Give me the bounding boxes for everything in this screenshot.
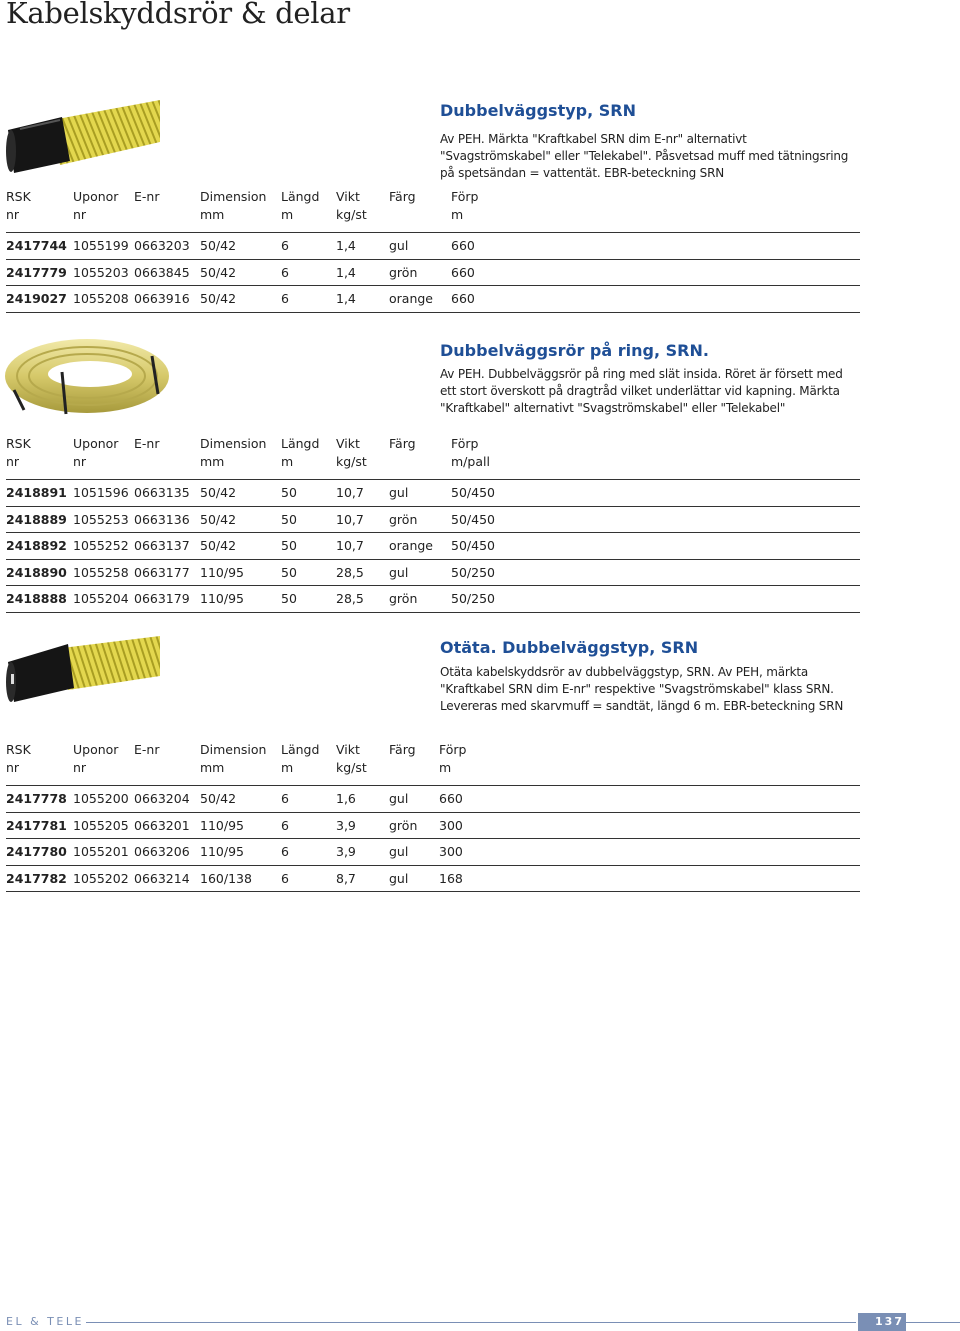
column-unit: mm <box>200 759 225 775</box>
table-cell: 50 <box>281 480 336 507</box>
table-cell: 50/450 <box>451 506 860 533</box>
section-title: Otäta. Dubbelväggstyp, SRN <box>440 638 699 657</box>
table-cell: 660 <box>439 786 860 813</box>
table-row <box>6 533 860 560</box>
column-header: E-nr <box>134 436 160 451</box>
table-cell: 50/42 <box>200 233 281 260</box>
rsk-cell: 2418890 <box>6 559 73 586</box>
column-unit: mm <box>200 453 225 469</box>
table-cell: 1055202 <box>73 865 134 892</box>
column-unit <box>389 759 439 786</box>
table-cell: 1,6 <box>336 786 389 813</box>
rsk-cell: 2417778 <box>6 786 73 813</box>
column-header: Vikt <box>336 189 360 204</box>
table-cell: gul <box>389 233 451 260</box>
section-description: Av PEH. Märkta "Kraftkabel SRN dim E-nr" alternativt "Svagströmskabel" eller "Telekabel". Påsvetsad muff med tätningsring på spetsändan = vattentät. EBR-beteckning SRN <box>440 132 849 180</box>
table-cell: 10,7 <box>336 506 389 533</box>
section-description: Otäta kabelskyddsrör av dubbelväggstyp, SRN. Av PEH, märkta "Kraftkabel SRN dim E-nr" respektive "Svagströmskabel" klass SRN. Levereras med skarvmuff = sandtät, längd 6 m. EBR-beteckning SRN <box>440 665 844 713</box>
table-cell: 1055199 <box>73 233 134 260</box>
column-header: RSK <box>6 742 31 757</box>
table-header-row <box>6 188 860 206</box>
table-cell: 168 <box>439 865 860 892</box>
table-cell: 50/42 <box>200 480 281 507</box>
column-unit <box>134 206 200 233</box>
footer-rule <box>86 1322 856 1323</box>
table-header-row <box>6 435 860 453</box>
column-header: Längd <box>281 189 320 204</box>
column-unit: nr <box>6 759 20 775</box>
table-cell: 0663201 <box>134 812 200 839</box>
column-unit: m <box>439 759 452 775</box>
table-cell: 1051596 <box>73 480 134 507</box>
table-cell: 1055201 <box>73 839 134 866</box>
table-unit-row <box>6 759 860 786</box>
table-cell: 28,5 <box>336 559 389 586</box>
column-header: Dimension <box>200 742 267 757</box>
table-cell: 660 <box>451 259 860 286</box>
table-cell: 1,4 <box>336 233 389 260</box>
column-header: Förp <box>451 436 479 451</box>
column-unit: kg/st <box>336 759 367 775</box>
table-cell: 1055200 <box>73 786 134 813</box>
column-header: Dimension <box>200 189 267 204</box>
column-header: RSK <box>6 189 31 204</box>
table-cell: 1055204 <box>73 586 134 613</box>
table-cell: 6 <box>281 865 336 892</box>
table-row <box>6 259 860 286</box>
table-row <box>6 839 860 866</box>
table-cell: 0663916 <box>134 286 200 313</box>
table-cell: 110/95 <box>200 559 281 586</box>
table-cell: 1055258 <box>73 559 134 586</box>
product-table <box>6 435 860 613</box>
column-header: Färg <box>389 742 416 757</box>
table-header-row <box>6 741 860 759</box>
column-header: E-nr <box>134 189 160 204</box>
table-cell: 1055205 <box>73 812 134 839</box>
table-cell: grön <box>389 812 439 839</box>
table-row <box>6 233 860 260</box>
column-unit: m/pall <box>451 453 490 469</box>
rsk-cell: 2417781 <box>6 812 73 839</box>
column-header: Förp <box>439 742 467 757</box>
column-header: Färg <box>389 189 416 204</box>
table-cell: 0663137 <box>134 533 200 560</box>
page-number: 137 <box>858 1313 906 1331</box>
table-cell: 300 <box>439 812 860 839</box>
column-unit: kg/st <box>336 206 367 222</box>
table-cell: gul <box>389 559 451 586</box>
table-cell: 660 <box>451 286 860 313</box>
column-header: Längd <box>281 436 320 451</box>
table-cell: 50 <box>281 559 336 586</box>
table-row <box>6 506 860 533</box>
table-cell: 0663204 <box>134 786 200 813</box>
table-cell: 6 <box>281 259 336 286</box>
column-unit: nr <box>73 206 87 222</box>
table-cell: 3,9 <box>336 839 389 866</box>
table-unit-row <box>6 206 860 233</box>
table-cell: 50/42 <box>200 259 281 286</box>
footer-section-label: EL & TELE <box>6 1315 84 1328</box>
table-cell: grön <box>389 259 451 286</box>
column-header: Uponor <box>73 742 119 757</box>
coiled-pipe-image <box>2 332 172 417</box>
table-cell: 50 <box>281 506 336 533</box>
column-header: Dimension <box>200 436 267 451</box>
table-unit-row <box>6 453 860 480</box>
table-cell: 1055208 <box>73 286 134 313</box>
table-row <box>6 812 860 839</box>
table-cell: 6 <box>281 839 336 866</box>
table-cell: 0663177 <box>134 559 200 586</box>
rsk-cell: 2418889 <box>6 506 73 533</box>
table-cell: 50 <box>281 586 336 613</box>
column-unit: nr <box>73 759 87 775</box>
table-cell: 50/42 <box>200 506 281 533</box>
column-unit: nr <box>6 453 20 469</box>
table-row <box>6 480 860 507</box>
table-cell: 0663136 <box>134 506 200 533</box>
table-cell: 50/250 <box>451 559 860 586</box>
table-cell: 0663203 <box>134 233 200 260</box>
table-cell: 6 <box>281 233 336 260</box>
column-unit: kg/st <box>336 453 367 469</box>
table-cell: gul <box>389 480 451 507</box>
table-cell: 6 <box>281 286 336 313</box>
table-cell: 0663135 <box>134 480 200 507</box>
column-header: Förp <box>451 189 479 204</box>
table-cell: 6 <box>281 786 336 813</box>
section-title: Dubbelväggstyp, SRN <box>440 101 636 120</box>
table-cell: 0663206 <box>134 839 200 866</box>
column-header: E-nr <box>134 742 160 757</box>
column-header: Färg <box>389 436 416 451</box>
table-cell: 10,7 <box>336 533 389 560</box>
open-pipe-with-sleeve-image <box>2 630 162 705</box>
column-unit <box>389 206 451 233</box>
column-unit <box>134 759 200 786</box>
table-cell: grön <box>389 506 451 533</box>
table-cell: 660 <box>451 233 860 260</box>
table-cell: 1,4 <box>336 286 389 313</box>
rsk-cell: 2418892 <box>6 533 73 560</box>
table-row <box>6 559 860 586</box>
column-unit: m <box>281 206 294 222</box>
pipe-with-sleeve-image <box>0 95 165 180</box>
table-cell: 1,4 <box>336 259 389 286</box>
column-header: Vikt <box>336 742 360 757</box>
table-row <box>6 865 860 892</box>
table-row <box>6 586 860 613</box>
rsk-cell: 2417780 <box>6 839 73 866</box>
column-unit: nr <box>6 206 20 222</box>
table-cell: 0663179 <box>134 586 200 613</box>
table-cell: 50/250 <box>451 586 860 613</box>
table-cell: 110/95 <box>200 586 281 613</box>
column-unit <box>134 453 200 480</box>
column-header: Längd <box>281 742 320 757</box>
table-row <box>6 786 860 813</box>
table-cell: 1055252 <box>73 533 134 560</box>
table-row <box>6 286 860 313</box>
table-cell: 6 <box>281 812 336 839</box>
rsk-cell: 2417744 <box>6 233 73 260</box>
section-title: Dubbelväggsrör på ring, SRN. <box>440 341 709 360</box>
page-title: Kabelskyddsrör & delar <box>6 0 350 30</box>
column-header: Uponor <box>73 436 119 451</box>
table-cell: 1055253 <box>73 506 134 533</box>
column-header: Uponor <box>73 189 119 204</box>
table-cell: 8,7 <box>336 865 389 892</box>
table-cell: 0663845 <box>134 259 200 286</box>
table-cell: orange <box>389 286 451 313</box>
table-cell: 110/95 <box>200 839 281 866</box>
table-cell: 50 <box>281 533 336 560</box>
column-unit: m <box>281 759 294 775</box>
table-cell: 50/42 <box>200 286 281 313</box>
table-cell: 28,5 <box>336 586 389 613</box>
section-description: Av PEH. Dubbelväggsrör på ring med slät insida. Röret är försett med ett stort överskott på dragtråd vilket underlättar vid kapning. Märkta "Kraftkabel" alternativt "Svagströmskabel" eller "Telekabel" <box>440 367 843 415</box>
table-cell: 1055203 <box>73 259 134 286</box>
table-cell: 110/95 <box>200 812 281 839</box>
table-cell: orange <box>389 533 451 560</box>
rsk-cell: 2418888 <box>6 586 73 613</box>
column-unit <box>389 453 451 480</box>
column-unit: m <box>281 453 294 469</box>
table-cell: 50/42 <box>200 533 281 560</box>
rsk-cell: 2417779 <box>6 259 73 286</box>
rsk-cell: 2419027 <box>6 286 73 313</box>
column-unit: mm <box>200 206 225 222</box>
rsk-cell: 2418891 <box>6 480 73 507</box>
table-cell: 50/450 <box>451 533 860 560</box>
table-cell: 50/42 <box>200 786 281 813</box>
table-cell: 3,9 <box>336 812 389 839</box>
table-cell: grön <box>389 586 451 613</box>
table-cell: gul <box>389 839 439 866</box>
rsk-cell: 2417782 <box>6 865 73 892</box>
table-cell: 300 <box>439 839 860 866</box>
product-table <box>6 741 860 892</box>
table-cell: 10,7 <box>336 480 389 507</box>
column-header: Vikt <box>336 436 360 451</box>
table-cell: gul <box>389 865 439 892</box>
product-table <box>6 188 860 313</box>
table-cell: 0663214 <box>134 865 200 892</box>
column-unit: m <box>451 206 464 222</box>
footer-rule-end <box>906 1322 960 1323</box>
table-cell: 50/450 <box>451 480 860 507</box>
column-header: RSK <box>6 436 31 451</box>
column-unit: nr <box>73 453 87 469</box>
table-cell: 160/138 <box>200 865 281 892</box>
table-cell: gul <box>389 786 439 813</box>
